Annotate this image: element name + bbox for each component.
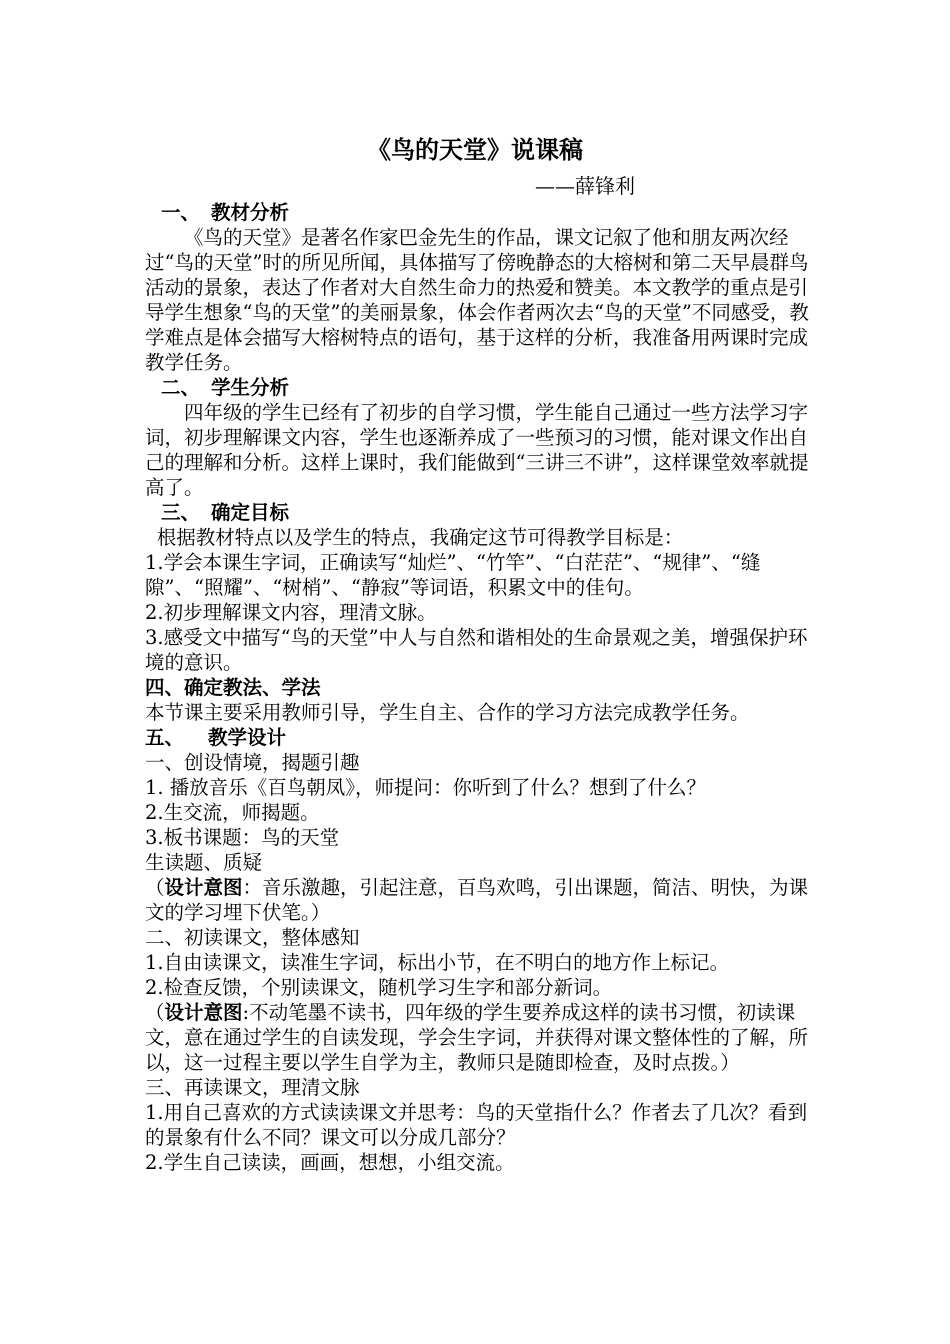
document-author: ——薛锋利 — [535, 174, 635, 198]
part-3-title: 三、再读课文，理清文脉 — [145, 1076, 360, 1099]
section-heading-2: 二、 学生分析 — [161, 376, 290, 399]
part-3-item-1: 1.用自己喜欢的方式读读课文并思考：鸟的天堂指什么？作者去了几次？看到的景象有什么不同？课文可以分成几部分？ — [145, 1101, 808, 1149]
section-heading-1: 一、 教材分析 — [161, 201, 290, 224]
part-1-item-2: 2.生交流，师揭题。 — [145, 801, 320, 824]
design-note-label: 设计意图 — [164, 1001, 243, 1024]
section-4-paragraph: 本节课主要采用教师引导，学生自主、合作的学习方法完成教学任务。 — [145, 701, 750, 724]
part-2-item-2: 2.检查反馈，个别读课文，随机学习生字和部分新词。 — [145, 976, 613, 999]
part-2-title: 二、初读课文，整体感知 — [145, 926, 360, 949]
document-title: 《鸟的天堂》说课稿 — [367, 135, 583, 164]
goal-item-2: 2.初步理解课文内容，理清文脉。 — [145, 601, 437, 624]
part-1-title: 一、创设情境，揭题引趣 — [145, 751, 360, 774]
part-1-item-4: 生读题、质疑 — [145, 851, 263, 874]
part-3-item-2: 2.学生自己读读，画画，想想，小组交流。 — [145, 1151, 515, 1174]
section-3-intro: 根据教材特点以及学生的特点，我确定这节可得教学目标是： — [156, 526, 684, 549]
part-1-item-3: 3.板书课题：鸟的天堂 — [145, 826, 340, 849]
goal-item-3: 3.感受文中描写“鸟的天堂”中人与自然和谐相处的生命景观之美，增强保护环境的意识。 — [145, 626, 808, 674]
section-heading-5: 五、 教学设计 — [145, 726, 287, 749]
section-1-paragraph: 《鸟的天堂》是著名作家巴金先生的作品，课文记叙了他和朋友两次经过“鸟的天堂”时的所见所闻，具体描写了傍晚静态的大榕树和第二天早晨群鸟活动的景象，表达了作者对大自然生命力的热爱和赞美。本文教学的重点是引导学生想象“鸟的天堂”的美丽景象，体会作者两次去“鸟的天堂”不同感受，教学难点是体会描写大榕树特点的语句，基于这样的分析，我准备用两课时完成教学任务。 — [145, 226, 809, 374]
part-2-item-1: 1.自由读课文，读准生字词，标出小节，在不明白的地方作上标记。 — [145, 951, 730, 974]
section-heading-3: 三、 确定目标 — [161, 501, 290, 524]
part-1-item-1: 1. 播放音乐《百鸟朝凤》，师提问：你听到了什么？想到了什么？ — [145, 776, 707, 799]
part-1-design-note: （设计意图：音乐激趣，引起注意，百鸟欢鸣，引出课题，简洁、明快，为课文的学习埋下伏笔。） — [145, 876, 809, 924]
section-heading-4: 四、确定教法、学法 — [145, 676, 321, 699]
design-note-label: 设计意图 — [164, 876, 243, 899]
goal-item-1: 1.学会本课生字词，正确读写“灿烂”、“竹竿”、“白茫茫”、“规律”、“缝隙”、“照耀”、“树梢”、“静寂”等词语，积累文中的佳句。 — [145, 551, 761, 599]
document-body — [145, 200, 825, 1175]
section-2-paragraph: 四年级的学生已经有了初步的自学习惯，学生能自己通过一些方法学习字词，初步理解课文内容，学生也逐渐养成了一些预习的习惯，能对课文作出自己的理解和分析。这样上课时，我们能做到“三讲三不讲”，这样课堂效率就提高了。 — [145, 401, 809, 499]
part-2-design-note: （设计意图:不动笔墨不读书，四年级的学生要养成这样的读书习惯，初读课文，意在通过学生的自读发现，学会生字词，并获得对课文整体性的了解，所以，这一过程主要以学生自学为主，教师只是随即检查，及时点拨。） — [145, 1001, 809, 1074]
